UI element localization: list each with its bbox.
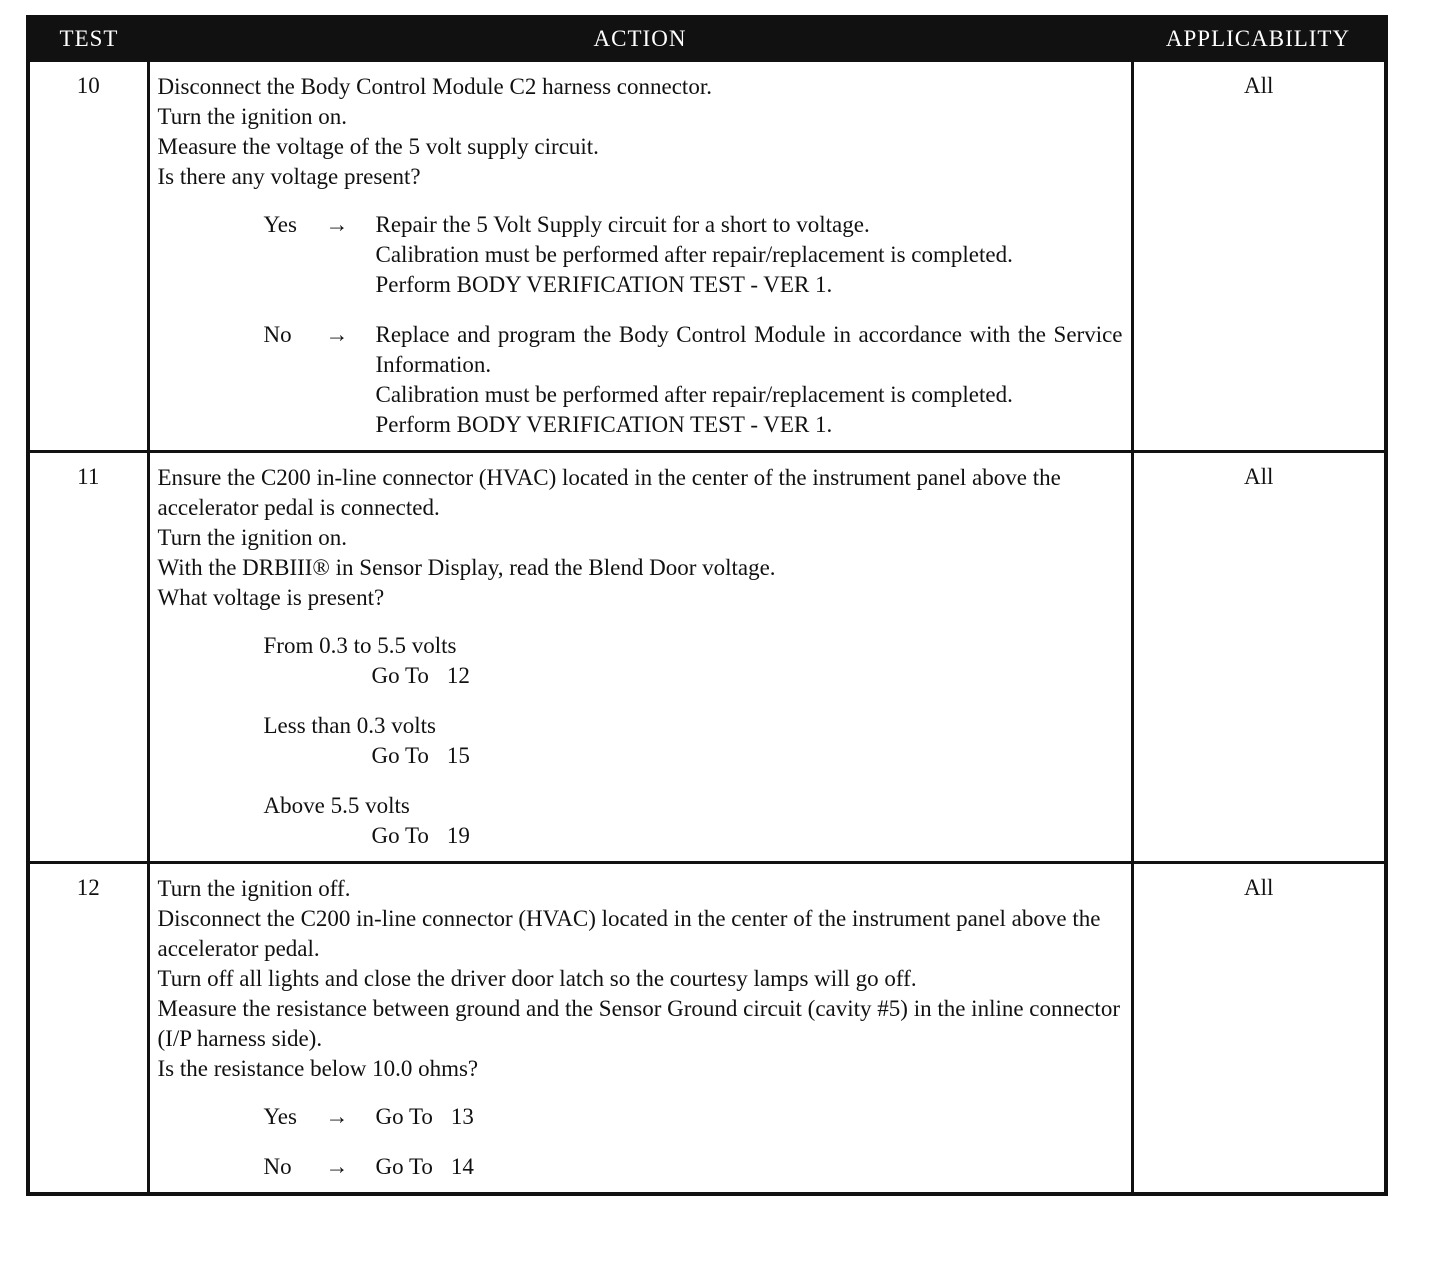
yes-step: Perform BODY VERIFICATION TEST - VER 1. [375, 272, 833, 297]
applicability-cell: All [1132, 863, 1384, 1193]
test-number: 12 [30, 863, 148, 1193]
goto-label: Go To [371, 663, 429, 688]
header-row [30, 19, 1384, 61]
goto-label: Go To [375, 1154, 433, 1179]
action-line: Turn off all lights and close the driver door latch so the courtesy lamps will go off. [157, 966, 917, 991]
header-action: ACTION [148, 19, 1132, 61]
goto-label: Go To [375, 1104, 433, 1129]
table-row-test-10 [30, 61, 1384, 452]
yes-label: Yes [263, 1104, 297, 1129]
test-number: 10 [30, 61, 148, 452]
range-label: From 0.3 to 5.5 volts [263, 633, 457, 658]
arrow-right-icon: → [325, 1104, 349, 1129]
no-step: Perform BODY VERIFICATION TEST - VER 1. [375, 412, 833, 437]
goto-label: Go To [371, 743, 429, 768]
voltage-ranges [158, 631, 1123, 851]
action-line: Ensure the C200 in-line connector (HVAC) located in the center of the instrument panel above the accelerator pedal is connected. [157, 465, 1061, 520]
action-line: Is there any voltage present? [157, 164, 421, 189]
no-option [264, 1152, 1123, 1182]
yes-step: Calibration must be performed after repair/replacement is completed. [375, 242, 1013, 267]
action-line: Turn the ignition on. [157, 104, 348, 129]
range-option [264, 711, 1123, 771]
yes-label: Yes [263, 212, 297, 237]
action-line: What voltage is present? [157, 585, 385, 610]
arrow-right-icon: → [325, 322, 349, 347]
goto-number: 13 [450, 1104, 474, 1129]
header-test: TEST [30, 19, 148, 61]
yes-step: Repair the 5 Volt Supply circuit for a short to voltage. [375, 212, 870, 237]
result-options [158, 1102, 1123, 1182]
table-row-test-12 [30, 863, 1384, 1193]
action-line: Is the resistance below 10.0 ohms? [157, 1056, 479, 1081]
action-cell [148, 452, 1132, 863]
no-step: Replace and program the Body Control Module in accordance with the Service Information. [375, 322, 1123, 377]
goto-number: 12 [446, 663, 470, 688]
action-cell [148, 863, 1132, 1193]
goto-label: Go To [371, 823, 429, 848]
yes-option [264, 1102, 1123, 1132]
action-line: Disconnect the Body Control Module C2 harness connector. [157, 74, 712, 99]
goto-number: 14 [450, 1154, 474, 1179]
arrow-right-icon: → [325, 212, 349, 237]
header-applicability: APPLICABILITY [1132, 19, 1384, 61]
table-row-test-11 [30, 452, 1384, 863]
range-option [264, 791, 1123, 851]
no-label: No [263, 1154, 292, 1179]
action-line: Disconnect the C200 in-line connector (HVAC) located in the center of the instrument panel above the accelerator pedal. [157, 906, 1101, 961]
yes-option [264, 210, 1123, 300]
action-line: Turn the ignition off. [157, 876, 351, 901]
action-cell [148, 61, 1132, 452]
arrow-right-icon: → [325, 1154, 349, 1179]
action-line: With the DRBIII® in Sensor Display, read the Blend Door voltage. [157, 555, 776, 580]
no-label: No [263, 322, 292, 347]
range-option [264, 631, 1123, 691]
goto-number: 15 [446, 743, 470, 768]
range-label: Above 5.5 volts [263, 793, 410, 818]
applicability-cell: All [1132, 61, 1384, 452]
action-line: Measure the resistance between ground and the Sensor Ground circuit (cavity #5) in the inline connector (I/P harness side). [157, 996, 1120, 1051]
no-option [264, 320, 1123, 440]
applicability-cell: All [1132, 452, 1384, 863]
action-line: Measure the voltage of the 5 volt supply circuit. [157, 134, 599, 159]
result-options [158, 210, 1123, 440]
goto-number: 19 [446, 823, 470, 848]
no-step: Calibration must be performed after repair/replacement is completed. [375, 382, 1013, 407]
diagnostic-table [26, 15, 1388, 1196]
range-label: Less than 0.3 volts [263, 713, 436, 738]
test-number: 11 [30, 452, 148, 863]
action-line: Turn the ignition on. [157, 525, 348, 550]
